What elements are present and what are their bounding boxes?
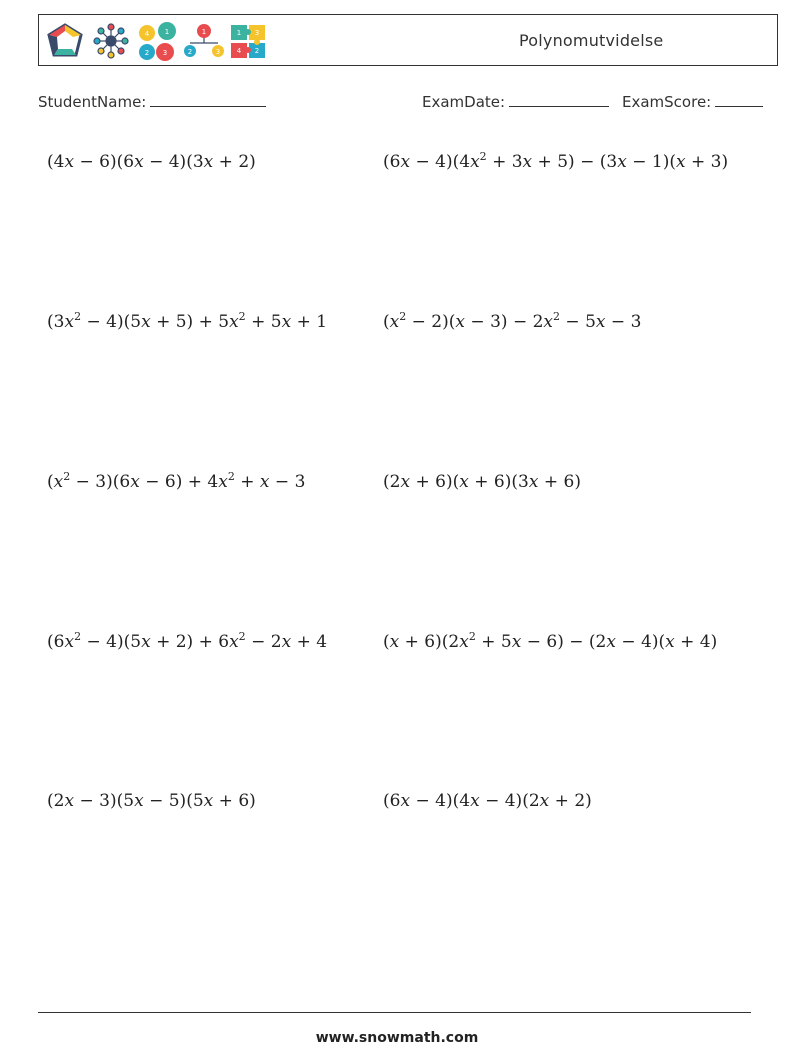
problem-5: $(x^2 - 3)(6x - 6) + 4x^2 + x - 3$ [47,470,306,492]
problem-3: $(3x^2 - 4)(5x + 5) + 5x^2 + 5x + 1$ [47,310,328,332]
exam-score-label: ExamScore: [622,93,712,111]
tree-diagram-icon [184,24,224,57]
problem-2: $(6x - 4)(4x^2 + 3x + 5) - (3x - 1)(x + 3)$ [383,150,729,172]
problem-7: $(6x^2 - 4)(5x + 2) + 6x^2 - 2x + 4$ [47,630,328,652]
exam-score-blank[interactable] [715,92,763,107]
puzzle-icon [231,25,265,58]
footer-divider [38,1012,751,1013]
svg-text:3: 3 [254,29,260,37]
logo-icons [43,19,267,63]
svg-text:3: 3 [215,48,221,56]
student-name-label: StudentName: [38,93,147,111]
problem-6: (2x + 6)(x + 6)(3x + 6) [383,472,581,492]
footer-website[interactable]: www.snowmath.com [315,1030,479,1046]
student-name-field[interactable] [38,92,266,111]
svg-text:1: 1 [164,28,170,36]
svg-text:1: 1 [201,28,207,36]
svg-text:3: 3 [162,49,168,57]
problem-4: $(x^2 - 2)(x - 3) - 2x^2 - 5x - 3$ [383,310,642,332]
exam-date-label: ExamDate: [422,93,506,111]
exam-date-blank[interactable] [509,92,609,107]
numbered-bubbles-icon [139,22,176,61]
worksheet-title: Polynomutvidelse [519,31,664,50]
svg-text:4: 4 [144,30,150,38]
problem-8: $(x + 6)(2x^2 + 5x - 6) - (2x - 4)(x + 4)$ [383,630,718,652]
svg-text:2: 2 [187,48,193,56]
header-box [38,14,778,66]
svg-text:1: 1 [236,29,242,37]
pentagon-icon [49,25,81,55]
network-icon [94,24,128,58]
svg-text:4: 4 [236,47,242,55]
problem-1: (4x − 6)(6x − 4)(3x + 2) [47,152,256,172]
svg-text:2: 2 [144,49,150,57]
problem-9: (2x − 3)(5x − 5)(5x + 6) [47,791,256,811]
student-name-blank[interactable] [150,92,266,107]
exam-date-field[interactable] [422,92,609,111]
exam-score-field[interactable] [622,92,763,111]
svg-text:2: 2 [254,47,260,55]
problem-10: (6x − 4)(4x − 4)(2x + 2) [383,791,592,811]
